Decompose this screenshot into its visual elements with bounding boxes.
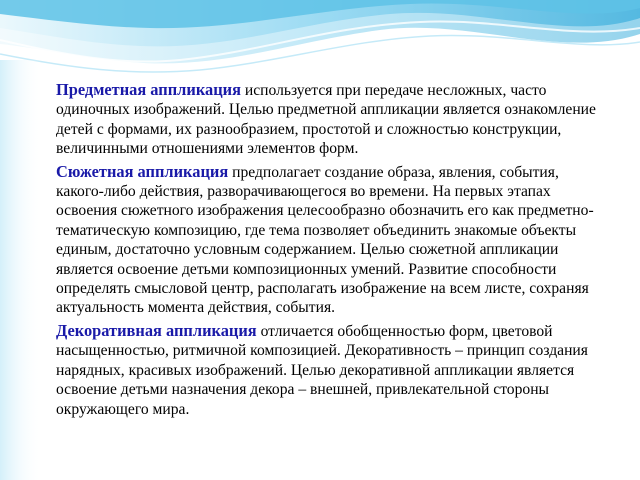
paragraph-text: используется при передаче несложных, часто одиночных изображений. Целью предметной аппликации является ознакомление детей с формами, их разнообразием, простотой и сложностью конструкции, величинными отношениями элементов форм. [56, 82, 596, 158]
paragraph-text: отличается обобщенностью форм, цветовой насыщенностью, ритмичной композицией. Декоративность – принцип создания нарядных, красивых изображений. Целью декоративной аппликации является освоение детьми назначения декора – внешней, привлекательной стороны окружающего мира. [56, 322, 588, 418]
paragraph-text: предполагает создание образа, явления, события, какого-либо действия, разворачивающегося во времени. На первых этапах освоения сюжетного изображения целесообразно обозначить его как предметно-тематическую композицию, где тема позволяет объединить знакомые объекты единым, достаточно условным содержанием. Целью сюжетной аппликации является освоение детьми композиционных умений. Развитие способности определять смысловой центр, располагать изображение на всем листе, сохраняя актуальность момента действия, события. [56, 163, 594, 317]
paragraph-plot-applique [56, 162, 604, 318]
term-plot-applique: Сюжетная аппликация [56, 161, 229, 181]
term-subject-applique: Предметная аппликация [56, 80, 241, 99]
paragraph-decorative-applique [56, 321, 604, 419]
term-decorative-applique: Декоративная аппликация [56, 320, 257, 340]
left-soft-band [0, 60, 42, 480]
paragraph-subject-applique [56, 80, 604, 159]
text-body [56, 80, 604, 422]
